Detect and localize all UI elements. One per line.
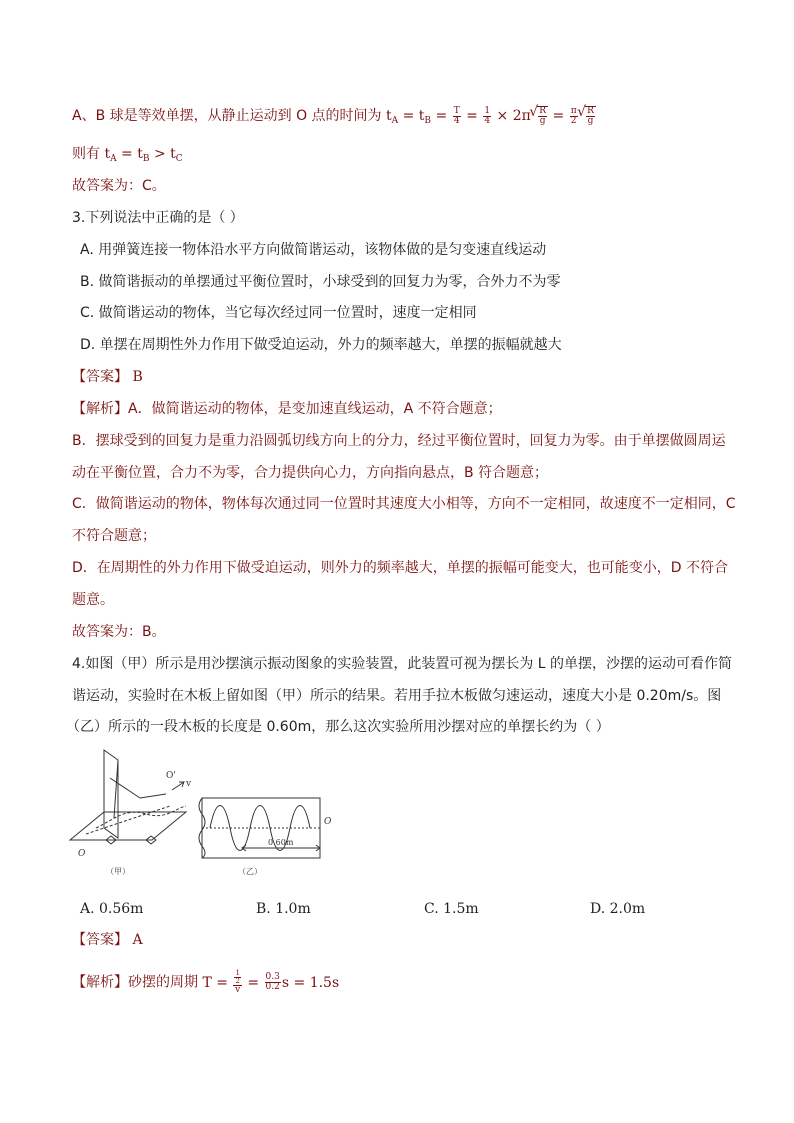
label-v: v [186, 779, 192, 789]
q3-stem: 3.下列说法中正确的是（ ） [72, 210, 244, 226]
q4-option-b: B. 1.0m [256, 901, 311, 917]
q4-stem-1: 4.如图（甲）所示是用沙摆演示振动图象的实验装置，此装置可视为摆长为 L 的单摆，沙摆的运动可看作简 [72, 656, 733, 672]
q4-stem-2: 谐运动，实验时在木板上留如图（甲）所示的结果。若用手拉木板做匀速运动，速度大小是 0.20m/s。图 [72, 688, 722, 704]
q3-analysis-3: 动在平衡位置，合力不为零，合力提供向心力，方向指向悬点，B 符合题意； [72, 465, 549, 481]
caption-jia: （甲） [106, 867, 130, 876]
q2-comparison-formula: $t_A = t_B > t_C$ [104, 146, 183, 164]
q3-answer [72, 367, 143, 387]
q3-analysis-4: C．做简谐运动的物体，物体每次通过同一位置时其速度大小相等，方向不一定相同，故速度不一定相同，C [72, 496, 736, 512]
answer-label: 【答案】 [72, 369, 128, 385]
label-o-prime: O' [166, 771, 176, 781]
q3-conclusion: 故答案为：B。 [72, 624, 166, 640]
q2-line1-text: A、B 球是等效单摆，从静止运动到 O 点的时间为 [72, 108, 382, 124]
sand-trace [96, 806, 186, 828]
q4-analysis: 【解析】砂摆的周期 T = $\frac{\frac{1}{2}}{v}$ = $\frac{0.3}{0.2}$ s = 1.5s [72, 969, 340, 995]
answer-value: A [132, 932, 143, 948]
q2-line2: 则有 $t_A = t_B > t_C$ [72, 146, 183, 164]
label-length: 0.60m [268, 838, 294, 847]
pendulum-string [114, 760, 118, 818]
q2-line1 [72, 106, 596, 131]
q2-answer-line: 故答案为：C。 [72, 178, 166, 194]
answer-label: 【答案】 [72, 932, 128, 948]
q4-stem-3: （乙）所示的一段木板的长度是 0.60m，那么这次实验所用沙摆对应的单摆长约为（ ） [66, 719, 610, 735]
q3-analysis-2: B．摆球受到的回复力是重力沿圆弧切线方向上的分力，经过平衡位置时，回复力为零。由于单摆做圆周运 [72, 433, 726, 449]
q3-analysis-5: 不符合题意； [72, 528, 156, 544]
q2-time-formula: $t_A = t_B$ = $\frac{T}{4}$ = $\frac{1}{4}$ × 2π √ $\frac{R}{g}$ = $\frac{\pi}{2}$ √ $\frac{R}{g}$ [386, 108, 596, 124]
q3-option-c: C. 做简谐运动的物体，当它每次经过同一位置时，速度一定相同 [80, 305, 477, 321]
q4-option-c: C. 1.5m [424, 901, 479, 917]
q3-analysis-1: 【解析】A．做简谐运动的物体，是变加速直线运动，A 不符合题意； [72, 401, 502, 417]
q3-option-b: B. 做简谐振动的单摆通过平衡位置时，小球受到的回复力为零，合外力不为零 [80, 274, 561, 290]
label-o-left: O [78, 849, 86, 859]
analysis-label: 【解析】 [72, 401, 128, 417]
q4-answer [72, 930, 143, 950]
q4-figure [66, 748, 356, 878]
caption-yi: （乙） [238, 867, 262, 876]
q3-option-a: A. 用弹簧连接一物体沿水平方向做简谐运动，该物体做的是匀变速直线运动 [80, 242, 547, 258]
q4-option-a: A. 0.56m [80, 901, 144, 917]
answer-value: B [132, 369, 143, 385]
wooden-plank [70, 812, 186, 840]
q3-analysis-6: D．在周期性的外力作用下做受迫运动，则外力的频率越大，单摆的振幅可能变大，也可能变小，D 不符合 [72, 560, 729, 576]
q3-analysis-7: 题意。 [72, 592, 114, 608]
q4-option-d: D. 2.0m [590, 901, 646, 917]
period-formula: T = $\frac{\frac{1}{2}}{v}$ = $\frac{0.3}{0.2}$ s = 1.5s [202, 969, 340, 995]
q3-option-d: D. 单摆在周期性外力作用下做受迫运动，外力的频率越大，单摆的振幅就越大 [80, 337, 562, 353]
analysis-label: 【解析】 [72, 974, 128, 991]
label-o-right: O [324, 817, 332, 827]
